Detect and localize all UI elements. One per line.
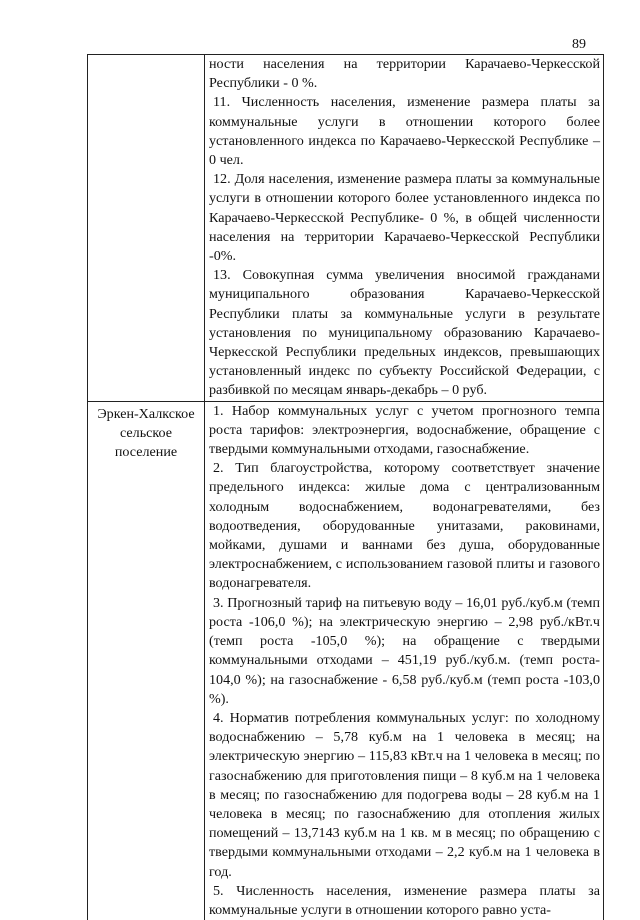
indicator-paragraph: 5. Численность населения, изменение размера платы за коммунальные услуги в отношении которого равно уста- [209, 882, 600, 918]
indicator-paragraph: ности населения на территории Карачаево-Черкесской Республики - 0 %. [209, 56, 600, 92]
indicator-paragraph: 11. Численность населения, изменение размера платы за коммунальные услуги в отношении которого более установленного индекса по Карачаево-Черкесской Республике – 0 чел. [209, 94, 600, 169]
indicator-paragraph: 2. Тип благоустройства, которому соответствует значение предельного индекса: жилые дома с централизованным холодным водоснабжением, водонагревателями, без водоотведения, оборудованные унитазами, раковинами, мойками, душами и ваннами без душа, оборудованные электроснабжением, с использованием газовой плиты и газового водонагревателя. [209, 460, 600, 592]
indicator-paragraph: 1. Набор коммунальных услуг с учетом прогнозного темпа роста тарифов: электроэнергия, водоснабжение, обращение с твердыми коммунальными отходами, газоснабжение. [209, 402, 600, 458]
indicator-paragraph: 4. Норматив потребления коммунальных услуг: по холодному водоснабжению – 5,78 куб.м на 1 человека в месяц; на электрическую энергию – 115,83 кВт.ч на 1 человека в месяц; по газоснабжению для приготовления пищи – 8 куб.м на 1 человека в месяц; по газоснабжению для подогрева воды – 28 куб.м на 1 человека в месяц; по газоснабжению для отопления жилых помещений – 13,7143 куб.м на 1 кв. м в месяц; по обращению с твердыми коммунальными отходами – 2,2 куб.м на 1 человека в год. [209, 709, 600, 880]
indicator-paragraph: 3. Прогнозный тариф на питьевую воду – 16,01 руб./куб.м (темп роста -106,0 %); на электрическую энергию – 2,98 руб./кВт.ч (темп роста -105,0 %); на обращение с твердыми коммунальными отходами – 451,19 руб./куб.м. (темп роста- 104,0 %); на газоснабжение - 6,58 руб./куб.м (темп роста -103,0 %). [209, 594, 600, 707]
municipality-name-line: поселение [114, 444, 178, 461]
table-row [88, 401, 604, 920]
municipality-name-line: Эркен-Халкское [97, 405, 195, 422]
indicator-paragraph: 13. Совокупная сумма увеличения вносимой гражданами муниципального образования Карачаево-Черкесской Республики платы за коммунальные услуги в результате установления по муниципальному образованию Карачаево-Черкесской Республики предельных индексов, превышающих установленный индекс по субъекту Российской Федерации, с разбивкой по месяцам январь-декабрь – 0 руб. [209, 267, 600, 399]
indicator-paragraph: 12. Доля населения, изменение размера платы за коммунальные услуги в отношении которого более установленного индекса по Карачаево-Черкесской Республике- 0 %, в общей численности населения на территории Карачаево-Черкесской Республики -0%. [209, 171, 600, 265]
indicators-cell [205, 401, 604, 920]
municipality-table [87, 54, 604, 920]
municipality-name-line: сельское [119, 424, 172, 441]
page-number: 89 [572, 37, 586, 52]
municipality-name-cell [88, 55, 205, 402]
table-row [88, 55, 604, 402]
indicators-cell [205, 55, 604, 402]
municipality-name-cell [88, 401, 205, 920]
